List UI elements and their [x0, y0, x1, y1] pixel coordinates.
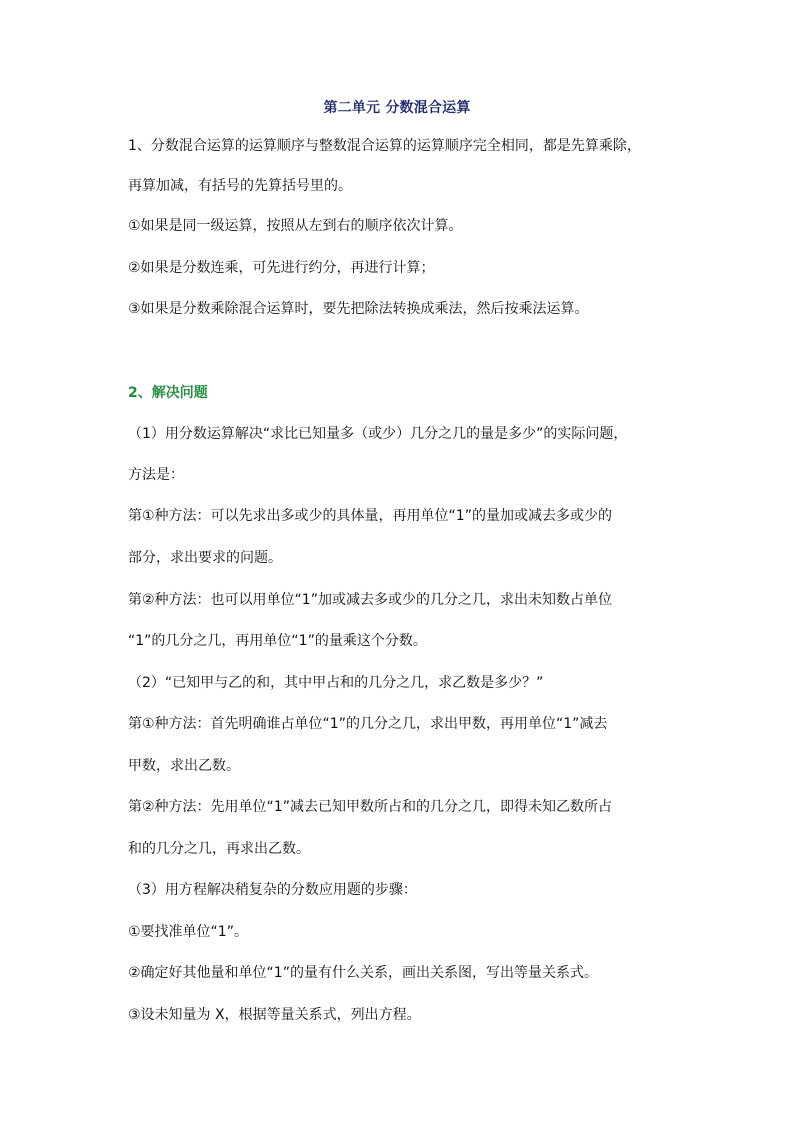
- section2-line-8: 第①种方法：首先明确谁占单位“1”的几分之几，求出甲数，再用单位“1”减去: [128, 716, 608, 732]
- section2-line-9: 甲数，求出乙数。: [128, 758, 240, 774]
- section2-line-4: 部分，求出要求的问题。: [128, 550, 282, 566]
- section2-line-2: 方法是：: [128, 467, 184, 483]
- section1-line-4: ②如果是分数连乘，可先进行约分，再进行计算；: [128, 260, 435, 276]
- section1-line-3: ①如果是同一级运算，按照从左到右的顺序依次计算。: [128, 218, 463, 234]
- section2-line-1: （1）用分数运算解决“求比已知量多（或少）几分之几的量是多少”的实际问题，: [128, 426, 628, 442]
- section1-line-1: 1、分数混合运算的运算顺序与整数混合运算的运算顺序完全相同，都是先算乘除，: [128, 138, 641, 154]
- section1-line-5: ③如果是分数乘除混合运算时，要先把除法转换成乘法，然后按乘法运算。: [128, 301, 589, 317]
- section2-line-14: ②确定好其他量和单位“1”的量有什么关系，画出关系图，写出等量关系式。: [128, 965, 598, 981]
- section2-line-3: 第①种方法：可以先求出多或少的具体量，再用单位“1”的量加或减去多或少的: [128, 508, 612, 524]
- section2-line-15: ③设未知量为 X，根据等量关系式，列出方程。: [128, 1007, 421, 1023]
- section2-line-11: 和的几分之几，再求出乙数。: [128, 841, 310, 857]
- section2-line-7: （2）“已知甲与乙的和，其中甲占和的几分之几，求乙数是多少？”: [128, 675, 544, 691]
- section2-line-5: 第②种方法：也可以用单位“1”加或减去多或少的几分之几，求出未知数占单位: [128, 592, 612, 608]
- section2-line-12: （3）用方程解决稍复杂的分数应用题的步骤：: [128, 882, 417, 898]
- section2-heading: 2、解决问题: [128, 385, 208, 401]
- section2-line-10: 第②种方法：先用单位“1”减去已知甲数所占和的几分之几，即得未知乙数所占: [128, 799, 612, 815]
- section2-line-13: ①要找准单位“1”。: [128, 924, 248, 940]
- section2-line-6: “1”的几分之几，再用单位“1”的量乘这个分数。: [128, 633, 427, 649]
- section1-line-2: 再算加减，有括号的先算括号里的。: [128, 178, 352, 194]
- page-title: 第二单元 分数混合运算: [323, 100, 471, 116]
